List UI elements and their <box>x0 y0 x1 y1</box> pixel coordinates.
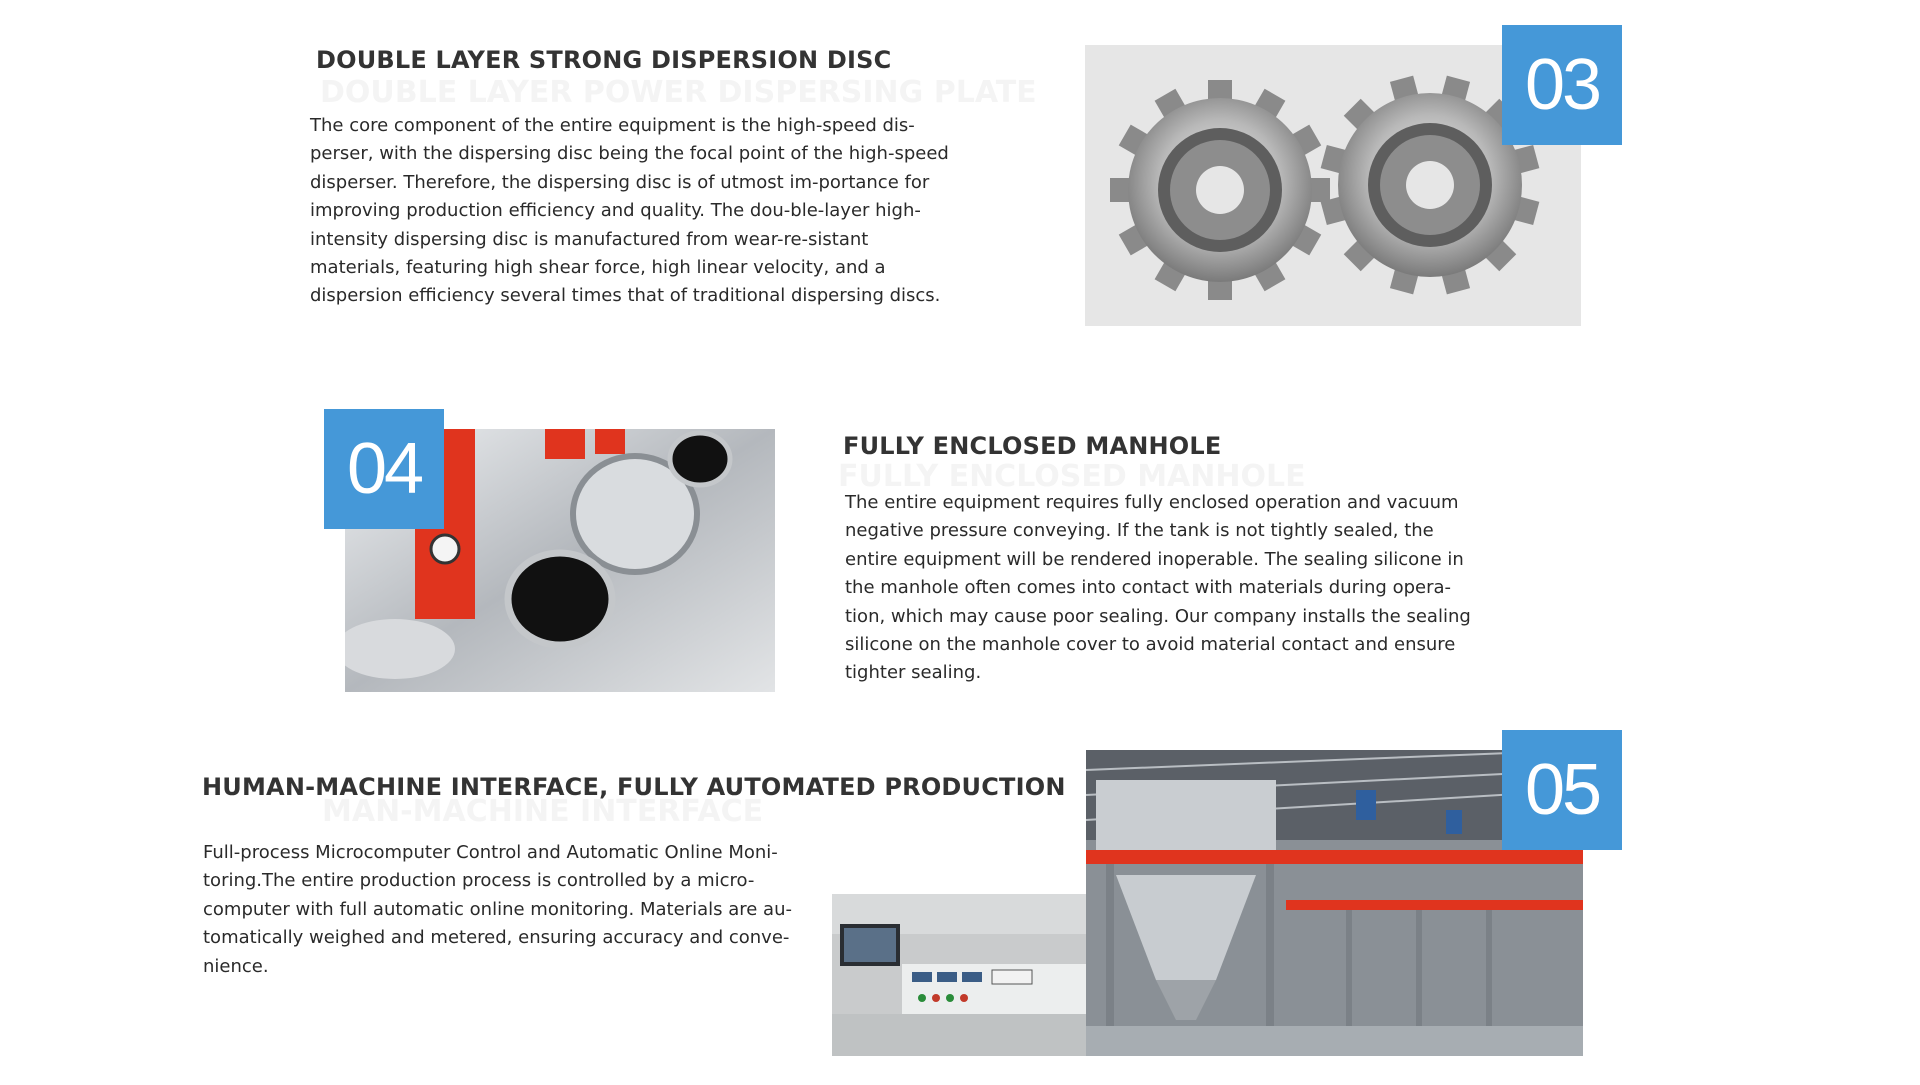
section-03 <box>0 0 1920 340</box>
section-04-title: FULLY ENCLOSED MANHOLE <box>843 432 1222 460</box>
section-04-ghost-title: FULLY ENCLOSED MANHOLE <box>838 459 1306 494</box>
section-04-body: The entire equipment requires fully enclosed operation and vacuum negative pressure conveying. If the tank is not tightly sealed, the entire equipment will be rendered inoperable. The sealing silicone in the manhole often comes into contact with materials during opera-tion, which may cause poor sealing. Our company installs the sealing silicone on the manhole cover to avoid material contact and ensure tighter sealing. <box>845 492 1471 684</box>
section-05-number-badge: 05 <box>1502 730 1622 850</box>
section-04-number-badge: 04 <box>324 409 444 529</box>
section-05-ghost-title: MAN-MACHINE INTERFACE <box>322 794 764 829</box>
section-05-title: HUMAN-MACHINE INTERFACE, FULLY AUTOMATED PRODUCTION <box>202 773 1066 801</box>
section-03-number-badge: 03 <box>1502 25 1622 145</box>
control-panel-illustration <box>832 894 1090 1056</box>
section-04 <box>0 400 1920 710</box>
section-03-ghost-title: DOUBLE LAYER POWER DISPERSING PLATE <box>320 75 1037 110</box>
section-03-title: DOUBLE LAYER STRONG DISPERSION DISC <box>316 46 892 74</box>
control-panel-image <box>832 894 1090 1056</box>
section-05 <box>0 730 1920 1080</box>
section-05-body: Full-process Microcomputer Control and Automatic Online Moni-toring.The entire production process is controlled by a micro-computer with full automatic online monitoring. Materials are au-tomatically weighed and metered, ensuring accuracy and conve-nience. <box>203 842 792 977</box>
section-03-body: The core component of the entire equipment is the high-speed dis-perser, with the dispersing disc being the focal point of the high-speed disperser. Therefore, the dispersing disc is of utmost im-portance for improving production efficiency and quality. The dou-ble-layer high-intensity dispersing disc is manufactured from wear-re-sistant materials, featuring high shear force, high linear velocity, and a dispersion efficiency several times that of traditional dispersing discs. <box>310 115 949 307</box>
